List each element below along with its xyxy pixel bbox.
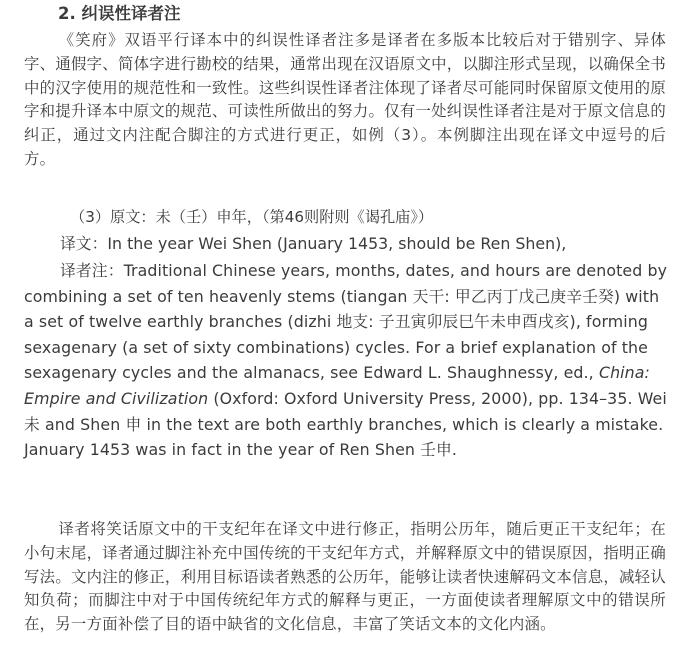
example-original: （3）原文：未（壬）申年，（第46则附则《谒孔庙》） [70,208,434,226]
note-text-before-title: 译者注：Traditional Chinese years, months, dates, and hours are denoted by combining a set of ten heavenly stems (tiangan 天干: 甲乙丙丁戊己庚辛壬癸) with a set of twelve earthly branches (dizhi 地支: 子丑寅卯辰巳午未申酉戌亥), forming sexagenary (a set of sixty combinations) cycles. For a brief explanation of the sexagenary cycles and the almanacs, see Edward L. Shaughnessy, ed., [24,261,668,383]
example-translation: 译文：In the year Wei Shen (January 1453, should be Ren Shen), [60,234,567,253]
paragraph-analysis-text: 译者将笑话原文中的干支纪年在译文中进行修正，指明公历年，随后更正干支纪年；在小句末尾，译者通过脚注补充中国传统的干支纪年方式，并解释原文中的错误原因，指明正确写法。文内注的修正，利用目标语读者熟悉的公历年，能够让读者快速解码文本信息，减轻认知负荷；而脚注中对于中国传统纪年方式的解释与更正，一方面使读者理解原文中的错误所在，另一方面补偿了目的语中缺省的文化信息，丰富了笑话文本的文化内涵。 [24,520,666,634]
note-text-after-title: (Oxford: Oxford University Press, 2000), pp. 134–35. Wei 未 and Shen 申 in the text are both earthly branches, which is clearly a mistake. January 1453 was in fact in the year of Ren Shen 壬申. [24,388,667,460]
example-translator-note [24,258,670,463]
paragraph-intro [24,29,666,172]
section-heading: 2. 纠误性译者注 [58,4,181,23]
paragraph-intro-text: 《笑府》双语平行译本中的纠误性译者注多是译者在多版本比较后对于错别字、异体字、通假字、简体字进行勘校的结果，通常出现在汉语原文中，以脚注形式呈现，以确保全书中的汉字使用的规范性和一致性。这些纠误性译者注体现了译者尽可能同时保留原文使用的原字和提升译本中原文的规范、可读性所做出的努力。仅有一处纠误性译者注是对于原文信息的纠正，通过文内注配合脚注的方式进行更正，如例（3）。本例脚注出现在译文中逗号的后方。 [24,31,666,168]
paragraph-analysis [24,518,666,637]
book-title: China: Empire and Civilization [24,363,650,408]
